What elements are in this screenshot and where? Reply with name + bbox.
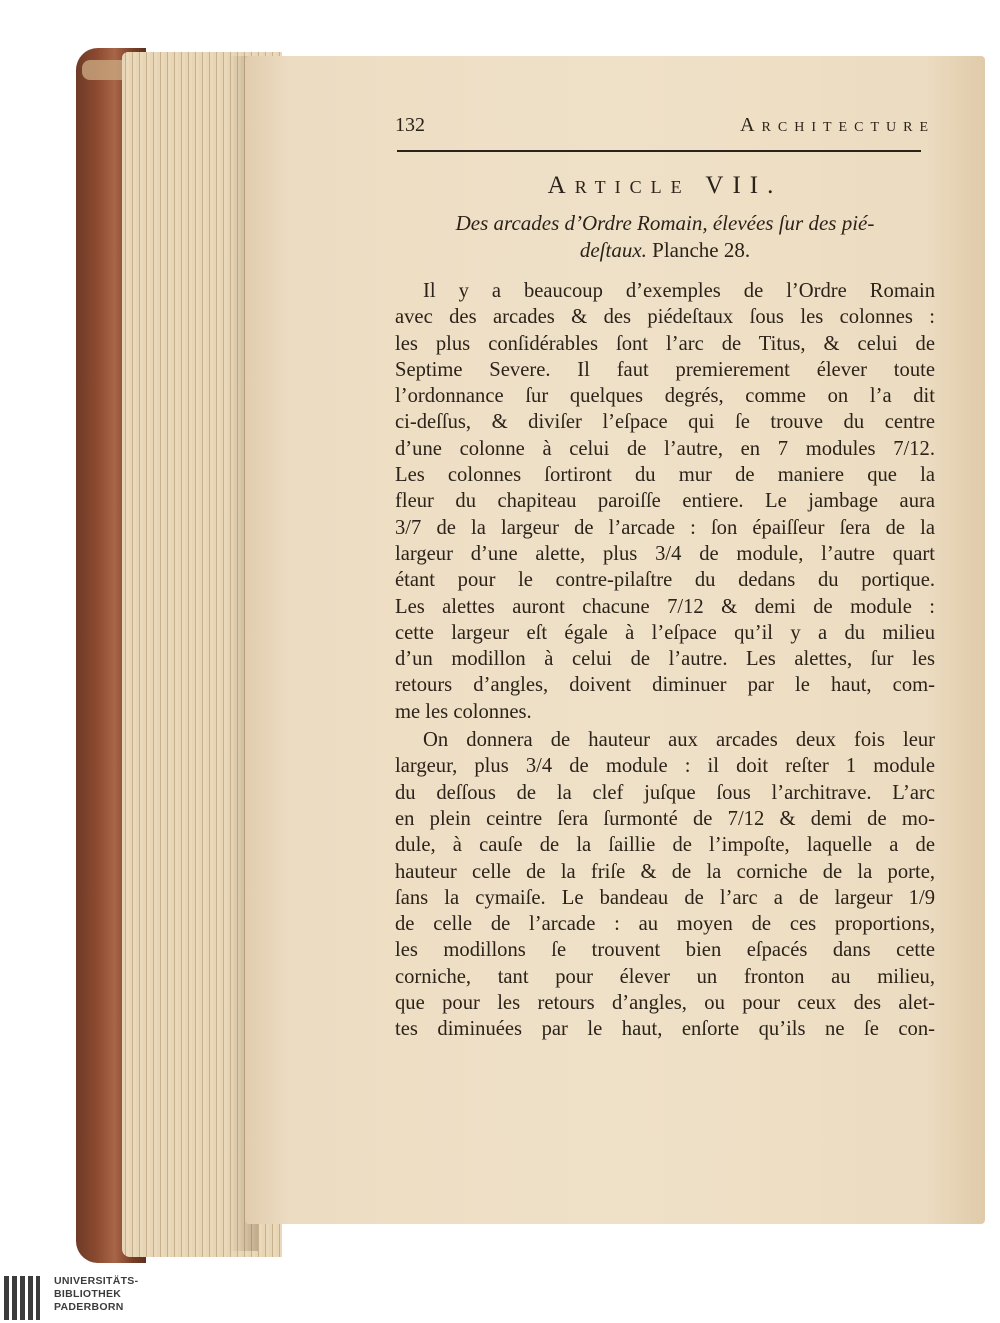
paragraph-2 xyxy=(395,727,935,1043)
book-page xyxy=(245,56,985,1224)
subtitle-line-1: Des arcades d’Ordre Romain, élevées ſur des pié- xyxy=(455,211,875,235)
text-line: étant pour le contre-pilaſtre du dedans du portique. xyxy=(395,569,935,592)
text-line: ſans la cymaiſe. Le bandeau de l’arc a de largeur 1/9 xyxy=(395,886,935,909)
library-name xyxy=(54,1275,138,1314)
page-text-block xyxy=(395,114,935,1043)
text-line: d’un modillon à celui de l’autre. Les alettes, ſur les xyxy=(395,648,935,671)
paragraph-1 xyxy=(395,278,935,725)
text-line: Septime Severe. Il faut premierement élever toute xyxy=(395,358,935,381)
running-title: Architecture xyxy=(740,114,935,136)
text-line: que pour les retours d’angles, ou pour ceux des alet- xyxy=(395,992,935,1015)
text-line: les plus conſidérables ſont l’arc de Titus, & celui de xyxy=(395,332,935,355)
plate-reference: Planche 28. xyxy=(652,238,751,262)
page-number: 132 xyxy=(395,114,425,136)
text-line: du deſſous de la clef juſque ſous l’architrave. L’arc xyxy=(395,781,935,804)
subtitle-line-2 xyxy=(395,237,935,264)
header-rule xyxy=(397,150,921,152)
text-line: largeur, plus 3/4 de module : il doit reſter 1 module xyxy=(395,755,935,778)
text-line: Les alettes auront chacune 7/12 & demi de module : xyxy=(395,595,935,618)
text-line: d’une colonne à celui de l’autre, en 7 modules 7/12. xyxy=(395,437,935,460)
text-line: Les colonnes ſortiront du mur de maniere que la xyxy=(395,464,935,487)
text-line: On donnera de hauteur aux arcades deux fois leur xyxy=(423,729,935,752)
text-line: dule, à cauſe de la ſaillie de l’impoſte, laquelle a de xyxy=(395,834,935,857)
text-line: me les colonnes. xyxy=(395,700,532,723)
text-line: fleur du chapiteau paroiſſe entiere. Le jambage aura xyxy=(395,490,935,513)
subtitle-italic-end: deſtaux. xyxy=(579,238,647,262)
text-line: retours d’angles, doivent diminuer par le haut, com- xyxy=(395,674,935,697)
text-line: avec des arcades & des piédeſtaux ſous les colonnes : xyxy=(395,306,935,329)
text-line: l’ordonnance ſur quelques degrés, comme on l’a dit xyxy=(395,385,935,408)
text-line: Il y a beaucoup d’exemples de l’Ordre Romain xyxy=(423,280,935,302)
text-line: les modillons ſe trouvent bien eſpacés dans cette xyxy=(395,939,935,962)
article-title: Article VII. xyxy=(547,172,783,199)
library-name-line: PADERBORN xyxy=(54,1301,124,1313)
library-logo-icon xyxy=(4,1276,48,1320)
text-line: de celle de l’arcade : au moyen de ces proportions, xyxy=(395,913,935,936)
text-line: tes diminuées par le haut, enſorte qu’ils ne ſe con- xyxy=(395,1018,935,1041)
text-line: en plein ceintre ſera ſurmonté de 7/12 & demi de mo- xyxy=(395,807,935,830)
library-footer xyxy=(0,1272,1000,1323)
running-head xyxy=(395,114,935,144)
text-line: ci-deſſus, & diviſer l’eſpace qui ſe trouve du centre xyxy=(395,411,935,434)
library-name-line: UNIVERSITÄTS- xyxy=(54,1275,139,1287)
text-line: cette largeur eſt égale à l’eſpace qu’il y a du milieu xyxy=(395,621,935,644)
text-line: 3/7 de la largeur de l’arcade : ſon épaiſſeur ſera de la xyxy=(395,516,935,539)
text-line: corniche, tant pour élever un fronton au milieu, xyxy=(395,965,935,988)
text-line: largeur d’une alette, plus 3/4 de module, l’autre quart xyxy=(395,542,935,565)
text-line: hauteur celle de la friſe & de la corniche de la porte, xyxy=(395,860,935,883)
library-name-line: BIBLIOTHEK xyxy=(54,1288,122,1300)
article-subtitle xyxy=(395,210,935,264)
